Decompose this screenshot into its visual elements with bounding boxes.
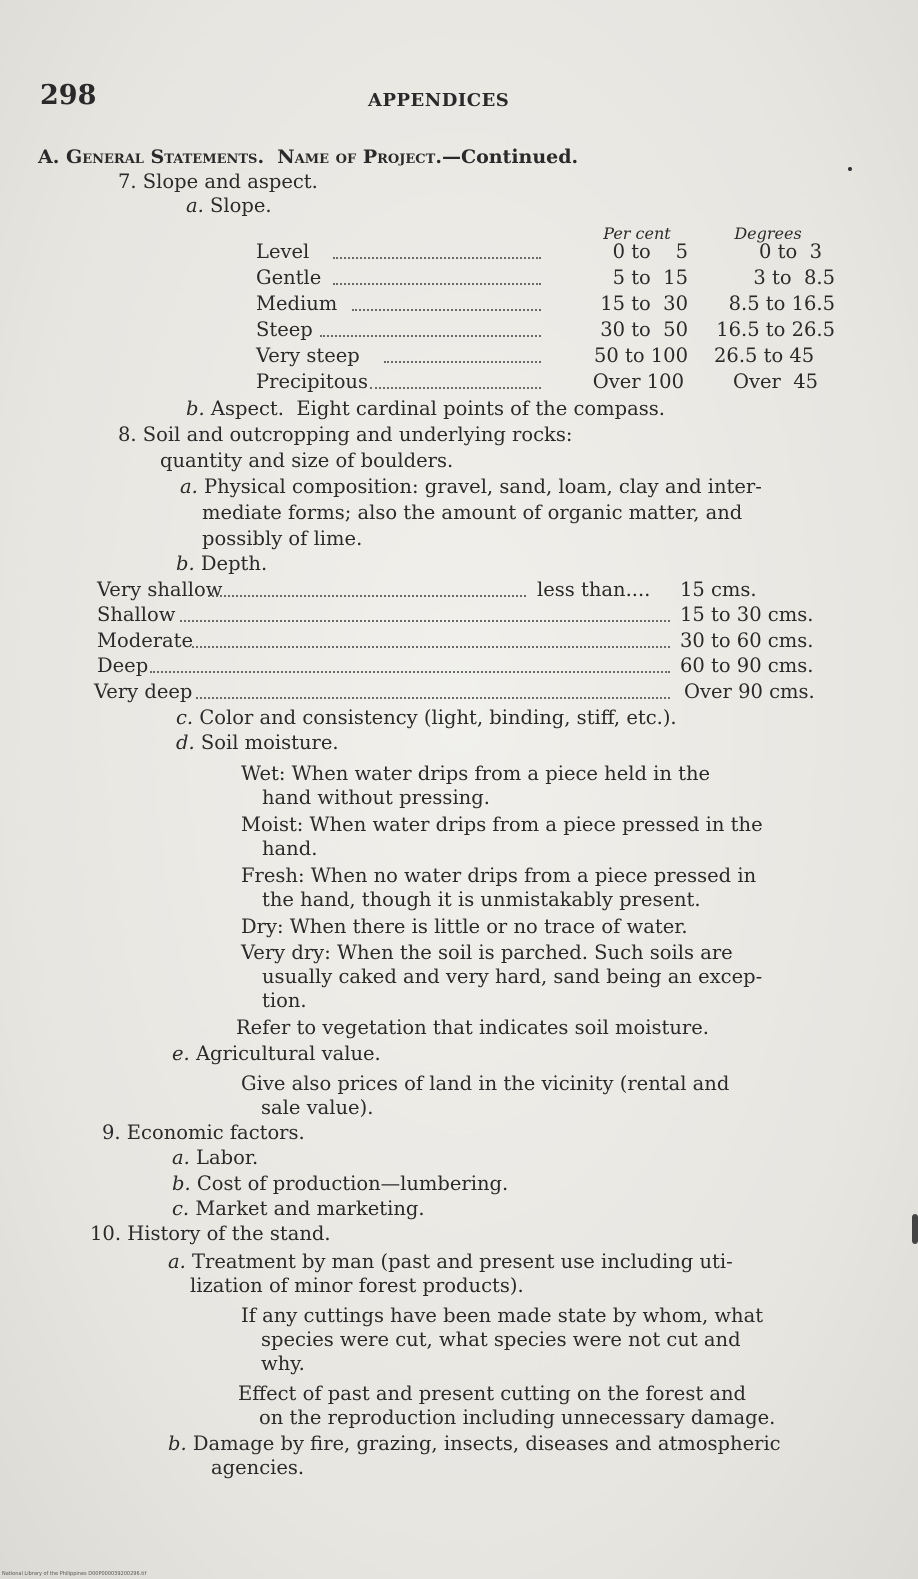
item-10b-letter: b. xyxy=(168,1432,187,1455)
slope-row-degrees: 0 to 3 xyxy=(759,240,822,263)
moisture-moist-cont: hand. xyxy=(262,837,318,860)
item-8a-letter: a. xyxy=(180,475,198,498)
depth-label: Shallow xyxy=(97,603,176,626)
item-9-label: 9. Economic factors. xyxy=(102,1121,305,1144)
leader-dots xyxy=(196,697,670,699)
slope-row-degrees: 8.5 to 16.5 xyxy=(728,292,835,315)
item-8e-line: Give also prices of land in the vicinity (rental and xyxy=(241,1072,730,1095)
item-8-line2: quantity and size of boulders. xyxy=(160,449,454,472)
item-10b-line: agencies. xyxy=(211,1456,305,1479)
item-8e-text: Agricultural value. xyxy=(195,1042,381,1065)
item-10a-para1-line: species were cut, what species were not cut and xyxy=(261,1328,741,1351)
depth-label: Very shallow xyxy=(97,578,223,601)
depth-label: Very deep xyxy=(94,680,193,703)
slope-row-degrees: 16.5 to 26.5 xyxy=(716,318,835,341)
slope-col-percent: Per cent xyxy=(603,224,671,243)
paper-speck xyxy=(848,167,852,171)
slope-row-label: Precipitous xyxy=(256,370,369,393)
item-8c-letter: c. xyxy=(176,706,194,729)
slope-row-degrees: 3 to 8.5 xyxy=(753,266,835,289)
item-8b-text: Depth. xyxy=(200,552,268,575)
item-10b-text: Damage by fire, grazing, insects, diseases and atmospheric xyxy=(192,1432,781,1455)
item-7a-letter: a. xyxy=(186,194,204,217)
item-10a-para1: If any cuttings have been made state by whom, what xyxy=(241,1304,764,1327)
depth-value: 15 to 30 cms. xyxy=(680,603,814,626)
item-9b-letter: b. xyxy=(172,1172,191,1195)
depth-value: 60 to 90 cms. xyxy=(680,654,814,677)
item-8c-text: Color and consistency (light, binding, stiff, etc.). xyxy=(199,706,677,729)
item-9a-letter: a. xyxy=(172,1146,190,1169)
section-title: General Statements. xyxy=(65,146,265,168)
item-9c-letter: c. xyxy=(172,1197,190,1220)
item-8c xyxy=(176,706,677,730)
item-8a-line: mediate forms; also the amount of organic matter, and xyxy=(202,501,743,524)
item-10a-para1-line: why. xyxy=(261,1352,305,1375)
leader-dots xyxy=(192,646,670,648)
slope-row-degrees: Over 45 xyxy=(733,370,819,393)
item-7b-letter: b. xyxy=(186,397,205,420)
item-8d xyxy=(176,731,339,755)
item-10a-para2-line: on the reproduction including unnecessary damage. xyxy=(259,1406,776,1429)
slope-row-percent: 0 to 5 xyxy=(612,240,688,263)
moisture-very-dry: Very dry: When the soil is parched. Such soils are xyxy=(241,941,733,964)
page-number: 298 xyxy=(40,80,97,111)
item-10a-line: lization of minor forest products). xyxy=(190,1274,524,1297)
depth-value: 15 cms. xyxy=(680,578,757,601)
item-7b xyxy=(186,397,665,421)
slope-row-percent: Over 100 xyxy=(592,370,684,393)
item-10a-letter: a. xyxy=(168,1250,186,1273)
item-7a-text: Slope. xyxy=(210,194,272,217)
slope-row-percent: 5 to 15 xyxy=(612,266,688,289)
item-10-label: 10. History of the stand. xyxy=(90,1222,331,1245)
leader-dots xyxy=(370,387,541,389)
item-8a xyxy=(180,475,762,499)
item-10a xyxy=(168,1250,733,1274)
item-8a-line: possibly of lime. xyxy=(202,527,363,550)
leader-dots xyxy=(180,620,670,622)
item-9c xyxy=(172,1197,425,1221)
moisture-very-dry-cont: tion. xyxy=(262,989,307,1012)
moisture-refer: Refer to vegetation that indicates soil moisture. xyxy=(236,1016,709,1039)
scan-footer: National Library of the Philippines D00P000039200296.tif xyxy=(2,1571,147,1577)
slope-row-label: Very steep xyxy=(256,344,360,367)
project-name-label: Name of Project. xyxy=(277,146,442,168)
slope-row-degrees: 26.5 to 45 xyxy=(714,344,815,367)
item-7b-text: Aspect. Eight cardinal points of the compass. xyxy=(210,397,665,420)
item-10b xyxy=(168,1432,781,1456)
item-7a xyxy=(186,194,272,218)
leader-dots xyxy=(320,335,541,337)
depth-value: 30 to 60 cms. xyxy=(680,629,814,652)
moisture-fresh-cont: the hand, though it is unmistakably present. xyxy=(262,888,701,911)
leader-dots xyxy=(333,257,541,259)
continued-label: —Continued. xyxy=(441,146,579,168)
item-8d-text: Soil moisture. xyxy=(200,731,339,754)
leader-dots xyxy=(208,595,526,597)
depth-value: Over 90 cms. xyxy=(684,680,815,703)
slope-row-label: Medium xyxy=(256,292,338,315)
depth-mid: less than.... xyxy=(537,578,651,601)
section-heading xyxy=(38,145,578,169)
item-7-label: 7. Slope and aspect. xyxy=(118,170,318,193)
depth-label: Deep xyxy=(97,654,149,677)
running-head: APPENDICES xyxy=(368,90,510,111)
leader-dots xyxy=(352,309,541,311)
moisture-dry: Dry: When there is little or no trace of water. xyxy=(241,915,688,938)
moisture-fresh: Fresh: When no water drips from a piece pressed in xyxy=(241,864,757,887)
page-edge-mark xyxy=(912,1214,918,1244)
item-8d-letter: d. xyxy=(176,731,195,754)
moisture-moist: Moist: When water drips from a piece pressed in the xyxy=(241,813,763,836)
item-10a-text: Treatment by man (past and present use including uti- xyxy=(192,1250,733,1273)
leader-dots xyxy=(333,283,541,285)
item-8e xyxy=(172,1042,381,1066)
item-8e-line: sale value). xyxy=(261,1096,374,1119)
item-8a-text: Physical composition: gravel, sand, loam, clay and inter- xyxy=(204,475,762,498)
moisture-wet-cont: hand without pressing. xyxy=(262,786,490,809)
section-prefix: A. xyxy=(38,146,60,168)
slope-row-percent: 50 to 100 xyxy=(593,344,688,367)
moisture-very-dry-cont: usually caked and very hard, sand being an excep- xyxy=(262,965,763,988)
slope-row-label: Level xyxy=(256,240,310,263)
item-10a-para2: Effect of past and present cutting on the forest and xyxy=(238,1382,747,1405)
slope-row-percent: 15 to 30 xyxy=(600,292,688,315)
depth-label: Moderate xyxy=(97,629,194,652)
item-8b-letter: b. xyxy=(176,552,195,575)
leader-dots xyxy=(384,361,541,363)
slope-row-percent: 30 to 50 xyxy=(600,318,688,341)
slope-row-label: Steep xyxy=(256,318,313,341)
item-9a-text: Labor. xyxy=(196,1146,259,1169)
slope-row-label: Gentle xyxy=(256,266,322,289)
item-9a xyxy=(172,1146,258,1170)
leader-dots xyxy=(150,671,670,673)
item-8b xyxy=(176,552,267,576)
item-8e-letter: e. xyxy=(172,1042,190,1065)
slope-col-degrees: Degrees xyxy=(734,224,802,243)
item-9b-text: Cost of production—lumbering. xyxy=(196,1172,509,1195)
item-9c-text: Market and marketing. xyxy=(195,1197,425,1220)
item-9b xyxy=(172,1172,508,1196)
moisture-wet: Wet: When water drips from a piece held in the xyxy=(241,762,711,785)
item-8-label: 8. Soil and outcropping and underlying rocks: xyxy=(118,423,573,446)
